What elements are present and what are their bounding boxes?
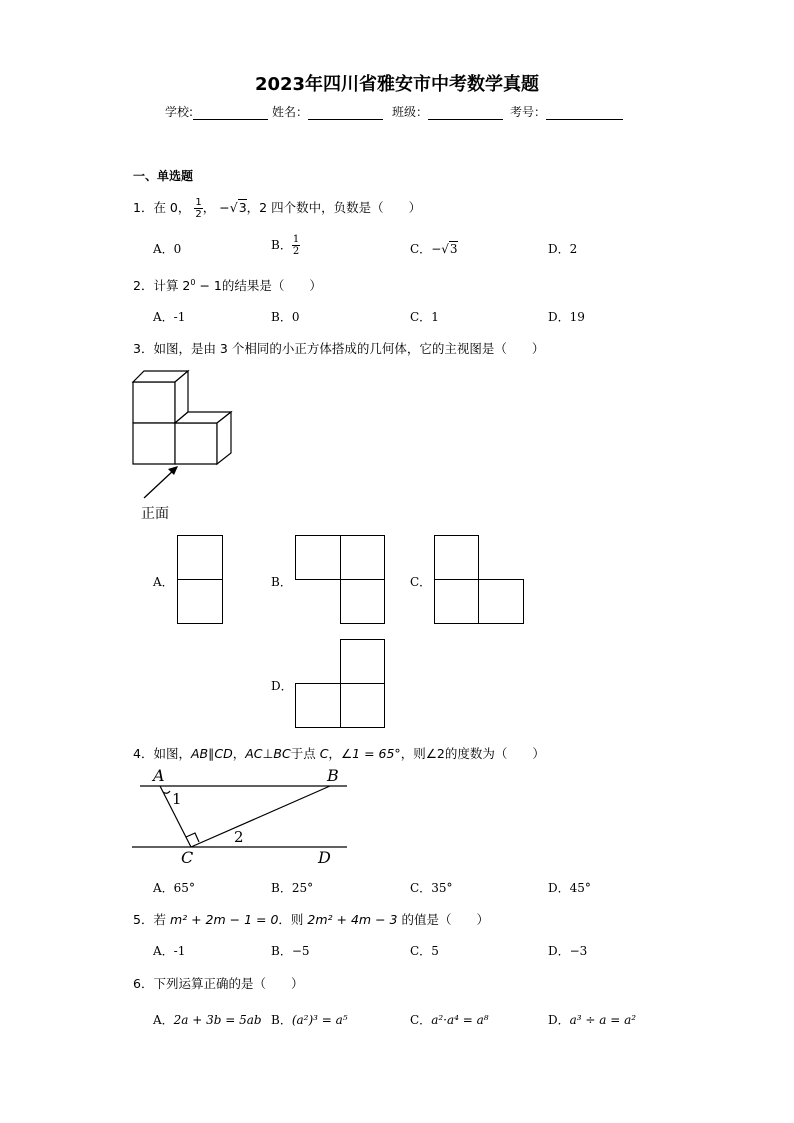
q5-option-c[interactable]: C．5 [410, 944, 439, 958]
q4-option-a[interactable]: A．65° [153, 881, 195, 895]
q4-option-c[interactable]: C．35° [410, 881, 453, 895]
school-label: 学校: [165, 105, 194, 119]
q1-option-d[interactable]: D．2 [548, 242, 578, 256]
q3-option-d[interactable]: D． [271, 679, 293, 693]
q2-option-c[interactable]: C．1 [410, 310, 439, 324]
q3-option-c-view [434, 535, 525, 625]
angle-1-label: 1 [172, 790, 182, 808]
q5-option-a[interactable]: A．-1 [153, 944, 186, 958]
number-label: 考号： [510, 105, 547, 119]
q3-option-c[interactable]: C． [410, 575, 432, 589]
question-5: 5．若 m² + 2m − 1 = 0．则 2m² + 4m − 3 的值是（ ） [133, 912, 489, 927]
q4-option-b[interactable]: B．25° [271, 881, 314, 895]
q6-option-d[interactable]: D．a³ ÷ a = a² [548, 1013, 637, 1027]
q3-option-d-view [295, 639, 386, 729]
q3-option-b[interactable]: B． [271, 575, 292, 589]
name-label: 姓名： [272, 105, 309, 119]
question-4: 4．如图，AB∥CD，AC⊥BC于点 C，∠1 = 65°，则∠2的度数为（ ） [133, 746, 545, 761]
q5-option-b[interactable]: B．−5 [271, 944, 310, 958]
q1-option-c[interactable]: C．−√3 [410, 242, 458, 256]
q3-option-a[interactable]: A． [153, 575, 174, 589]
q5-option-d[interactable]: D．−3 [548, 944, 588, 958]
class-label: 班级： [392, 105, 429, 119]
page-title: 2023年四川省雅安市中考数学真题 [254, 74, 540, 95]
front-label: 正面 [141, 506, 169, 522]
school-field[interactable] [165, 103, 268, 120]
q4-option-d[interactable]: D．45° [548, 881, 591, 895]
q6-option-b[interactable]: B．(a²)³ = a⁵ [271, 1013, 348, 1027]
q3-option-b-view [295, 535, 386, 625]
q1-option-a[interactable]: A．0 [153, 242, 182, 256]
section-heading: 一、单选题 [133, 169, 194, 183]
point-d-label: D [318, 848, 331, 867]
q6-option-a[interactable]: A．2a + 3b = 5ab [153, 1013, 262, 1027]
point-c-label: C [181, 848, 194, 867]
q1-option-b[interactable]: B． $\frac{1}{2}$ [271, 234, 300, 257]
question-3: 3．如图，是由 3 个相同的小正方体搭成的几何体，它的主视图是（ ） [133, 341, 545, 356]
point-b-label: B [327, 766, 339, 785]
angle-2-label: 2 [234, 828, 244, 846]
q2-option-d[interactable]: D．19 [548, 310, 585, 324]
question-6: 6．下列运算正确的是（ ） [133, 976, 304, 991]
class-field[interactable] [392, 103, 503, 120]
question-2: 2．计算 $2^0 - 1$的结果是（ ） [133, 277, 322, 293]
q3-option-a-view [177, 535, 223, 625]
number-field[interactable] [510, 103, 623, 120]
q2-option-b[interactable]: B．0 [271, 310, 300, 324]
point-a-label: A [153, 766, 165, 785]
cube-figure [130, 368, 240, 503]
q6-option-c[interactable]: C．a²·a⁴ = a⁸ [410, 1013, 489, 1027]
q2-option-a[interactable]: A．-1 [153, 310, 186, 324]
name-field[interactable] [272, 103, 383, 120]
question-1: 1．在 0， $\frac{1}{2}$ ， −√3，2 四个数中，负数是（ ） [133, 197, 422, 220]
